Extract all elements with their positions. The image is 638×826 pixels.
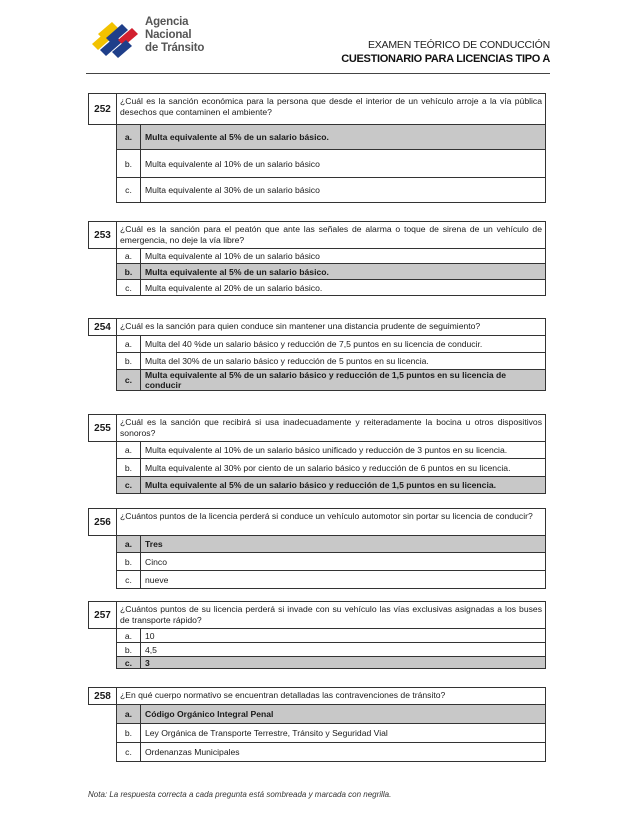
option-row xyxy=(117,629,545,643)
option-letter: b. xyxy=(117,150,141,177)
question-row xyxy=(88,414,546,442)
option-text: Multa equivalente al 5% de un salario básico y reducción de 1,5 puntos en su licencia de conducir xyxy=(145,370,507,390)
option-text: Multa del 40 %de un salario básico y reducción de 7,5 puntos en su licencia de conducir. xyxy=(145,339,483,349)
option-row xyxy=(117,724,545,743)
options-list xyxy=(116,442,546,494)
option-letter: a. xyxy=(117,125,141,149)
question-block xyxy=(88,318,546,391)
question-block xyxy=(88,687,546,762)
option-letter: a. xyxy=(117,442,141,458)
option-text: Multa equivalente al 30% por ciento de un salario básico y reducción de 6 puntos en su licencia. xyxy=(145,462,511,473)
question-row xyxy=(88,93,546,125)
option-letter: c. xyxy=(117,477,141,493)
option-row-correct xyxy=(117,477,545,494)
option-letter: a. xyxy=(117,536,141,552)
question-block xyxy=(88,93,546,203)
question-number: 257 xyxy=(89,602,117,628)
options-list xyxy=(116,536,546,589)
option-row-correct xyxy=(117,705,545,724)
question-text: ¿Cuál es la sanción para el peatón que ante las señales de alarma o toque de sirena de un vehículo de emergencia, no deje la vía libre? xyxy=(120,224,542,245)
question-text: ¿En qué cuerpo normativo se encuentran detalladas las contravenciones de tránsito? xyxy=(120,690,446,700)
option-row-correct xyxy=(117,264,545,280)
option-letter: c. xyxy=(117,657,141,668)
option-text: Multa equivalente al 5% de un salario básico y reducción de 1,5 puntos en su licencia. xyxy=(145,480,497,490)
option-row xyxy=(117,643,545,657)
question-block xyxy=(88,508,546,589)
option-letter: c. xyxy=(117,178,141,202)
header-divider xyxy=(86,73,550,74)
question-number: 255 xyxy=(89,415,117,441)
option-text: Multa equivalente al 5% de un salario básico. xyxy=(145,266,329,277)
option-text: Código Orgánico Integral Penal xyxy=(145,709,274,719)
option-letter: b. xyxy=(117,353,141,369)
option-text: Multa equivalente al 5% de un salario básico. xyxy=(145,132,329,142)
option-row xyxy=(117,459,545,477)
option-letter: b. xyxy=(117,264,141,279)
option-text: 4,5 xyxy=(145,644,157,655)
option-letter: c. xyxy=(117,743,141,761)
option-row xyxy=(117,336,545,353)
question-row xyxy=(88,221,546,249)
option-row xyxy=(117,442,545,459)
option-text: 10 xyxy=(145,630,155,641)
option-row xyxy=(117,571,545,589)
option-letter: b. xyxy=(117,643,141,656)
option-row xyxy=(117,150,545,178)
question-block xyxy=(88,221,546,296)
option-row xyxy=(117,353,545,370)
question-row xyxy=(88,508,546,536)
footer-note: Nota: La respuesta correcta a cada pregunta está sombreada y marcada con negrilla. xyxy=(88,790,392,799)
option-text: 3 xyxy=(145,657,150,668)
option-letter: c. xyxy=(117,571,141,588)
logo-line: de Tránsito xyxy=(145,42,205,54)
option-row xyxy=(117,280,545,296)
option-letter: a. xyxy=(117,249,141,263)
option-text: Ordenanzas Municipales xyxy=(145,747,240,757)
question-number: 253 xyxy=(89,222,117,248)
option-row-correct xyxy=(117,536,545,553)
option-letter: b. xyxy=(117,553,141,570)
option-text: Ley Orgánica de Transporte Terrestre, Tránsito y Seguridad Vial xyxy=(145,728,388,738)
document-header xyxy=(341,39,550,65)
option-row-correct xyxy=(117,370,545,391)
logo-text xyxy=(145,16,204,55)
question-text: ¿Cuál es la sanción para quien conduce sin mantener una distancia prudente de seguimiento? xyxy=(120,321,481,331)
option-letter: a. xyxy=(117,629,141,642)
options-list xyxy=(116,125,546,203)
option-text: Multa equivalente al 30% de un salario básico xyxy=(145,185,320,195)
option-text: nueve xyxy=(145,574,169,585)
question-row xyxy=(88,687,546,705)
option-row-correct xyxy=(117,125,545,150)
option-letter: b. xyxy=(117,724,141,742)
question-block xyxy=(88,414,546,494)
question-number: 256 xyxy=(89,509,117,535)
option-text: Multa equivalente al 10% de un salario básico xyxy=(145,158,320,169)
option-letter: a. xyxy=(117,336,141,352)
question-text: ¿Cuántos puntos de la licencia perderá si conduce un vehículo automotor sin portar su licencia de conducir? xyxy=(120,511,533,521)
option-letter: c. xyxy=(117,280,141,295)
option-text: Cinco xyxy=(145,556,167,567)
logo-line: Agencia xyxy=(145,16,189,28)
option-row xyxy=(117,249,545,264)
options-list xyxy=(116,336,546,391)
options-list xyxy=(116,705,546,762)
questionnaire-title: CUESTIONARIO PARA LICENCIAS TIPO A xyxy=(341,53,550,65)
logo-line: Nacional xyxy=(145,29,192,41)
option-row xyxy=(117,553,545,571)
option-text: Multa equivalente al 10% de un salario básico xyxy=(145,251,320,261)
options-list xyxy=(116,249,546,296)
question-row xyxy=(88,318,546,336)
option-row xyxy=(117,178,545,203)
option-text: Tres xyxy=(145,539,163,549)
question-row xyxy=(88,601,546,629)
option-text: Multa del 30% de un salario básico y reducción de 5 puntos en su licencia. xyxy=(145,356,429,366)
question-text: ¿Cuántos puntos de su licencia perderá si invade con su vehículo las vías exclusivas asignadas a los buses de transporte rápido? xyxy=(120,604,542,625)
question-text: ¿Cuál es la sanción que recibirá si usa inadecuadamente y reiteradamente la bocina u otros dispositivos sonoros? xyxy=(120,417,542,438)
option-row-correct xyxy=(117,657,545,669)
option-letter: b. xyxy=(117,459,141,476)
question-number: 252 xyxy=(89,94,117,124)
question-number: 258 xyxy=(89,688,117,704)
question-block xyxy=(88,601,546,669)
option-row xyxy=(117,743,545,762)
option-text: Multa equivalente al 20% de un salario básico. xyxy=(145,282,323,293)
option-letter: c. xyxy=(117,370,141,390)
exam-title: EXAMEN TEÓRICO DE CONDUCCIÓN xyxy=(367,39,550,51)
question-text: ¿Cuál es la sanción económica para la persona que desde el interior de un vehículo arroje a la vía pública desechos que contaminen el ambiente? xyxy=(120,96,542,117)
question-number: 254 xyxy=(89,319,117,335)
option-letter: a. xyxy=(117,705,141,723)
option-text: Multa equivalente al 10% de un salario básico unificado y reducción de 3 puntos en su licencia. xyxy=(145,445,508,455)
options-list xyxy=(116,629,546,669)
